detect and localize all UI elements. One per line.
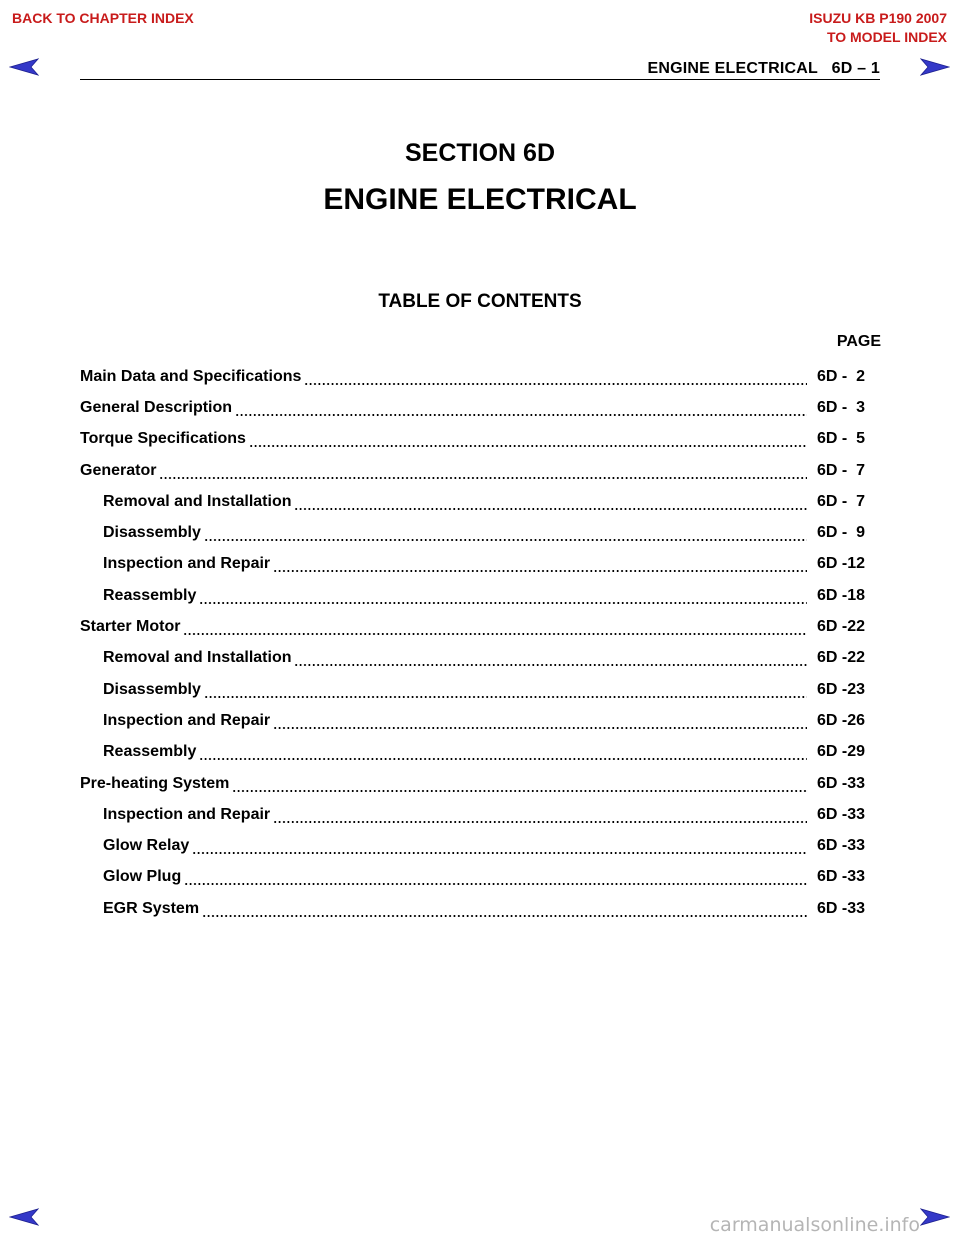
toc-entry-title: Glow Relay (103, 837, 190, 855)
toc-dot-leader (304, 370, 807, 386)
toc-entry[interactable] (80, 799, 881, 830)
toc-entry-title: Inspection and Repair (103, 711, 271, 729)
toc-entry-title: Reassembly (103, 743, 197, 761)
toc-dot-leader (202, 902, 807, 918)
toc-entry-page: 6D - 7 (817, 492, 866, 510)
to-model-index-link[interactable]: TO MODEL INDEX (826, 29, 947, 45)
toc-dot-leader (232, 777, 807, 793)
toc-entry[interactable] (80, 643, 881, 674)
toc-entry[interactable] (80, 517, 881, 548)
toc-entry-page: 6D -22 (817, 618, 866, 636)
toc-dot-leader (204, 683, 807, 699)
toc-entry-title: Removal and Installation (103, 492, 292, 510)
toc-entry[interactable] (80, 611, 881, 642)
toc-entry-page: 6D -33 (817, 899, 866, 917)
toc-entry-page: 6D -18 (817, 586, 866, 604)
toc-dot-leader (204, 526, 807, 542)
toc-entry-page: 6D -33 (817, 837, 866, 855)
toc-entry-title: Disassembly (103, 524, 201, 542)
toc-entry-page: 6D -12 (817, 555, 866, 573)
prev-page-arrow-icon-bottom[interactable] (9, 1208, 39, 1226)
toc-dot-leader (183, 620, 807, 636)
toc-entry-page: 6D -33 (817, 805, 866, 823)
toc-entry[interactable] (80, 392, 881, 423)
toc-entry-page: 6D -22 (817, 649, 866, 667)
toc-entry[interactable] (80, 549, 881, 580)
prev-page-arrow-icon[interactable] (9, 58, 39, 76)
toc-dot-leader (192, 839, 807, 855)
toc-entry-title: Removal and Installation (103, 649, 292, 667)
toc-entry-title: Torque Specifications (80, 430, 246, 448)
next-page-arrow-icon[interactable] (920, 58, 950, 76)
toc-entry-title: Inspection and Repair (103, 805, 271, 823)
toc-entry-title: EGR System (103, 899, 200, 917)
toc-entry-page: 6D - 3 (817, 398, 866, 416)
toc-entry-page: 6D -33 (817, 868, 866, 886)
toc-dot-leader (273, 557, 807, 573)
toc-entry-page: 6D -33 (817, 774, 866, 792)
model-title-link[interactable]: ISUZU KB P190 2007 (809, 10, 947, 26)
toc-entry-title: Disassembly (103, 680, 201, 698)
toc-dot-leader (273, 714, 807, 730)
toc-dot-leader (235, 401, 807, 417)
toc-entry[interactable] (80, 862, 881, 893)
running-header: ENGINE ELECTRICAL 6D – 1 (647, 60, 880, 77)
toc-entry[interactable] (80, 737, 881, 768)
toc-entry-page: 6D - 7 (817, 461, 866, 479)
toc-entry-page: 6D - 9 (817, 524, 866, 542)
toc-dot-leader (249, 432, 807, 448)
page-column-label: PAGE (836, 333, 881, 350)
toc-entry-title: Reassembly (103, 586, 197, 604)
toc-entry[interactable] (80, 768, 881, 799)
toc-dot-leader (294, 495, 807, 511)
toc-entry[interactable] (80, 361, 881, 392)
toc-entry[interactable] (80, 830, 881, 861)
toc-dot-leader (273, 808, 807, 824)
toc-entry-title: Generator (80, 461, 157, 479)
watermark: carmanualsonline.info (709, 1214, 920, 1236)
toc-entry[interactable] (80, 486, 881, 517)
toc-entry-title: Glow Plug (103, 868, 182, 886)
table-of-contents (80, 361, 881, 924)
toc-heading: TABLE OF CONTENTS (378, 291, 582, 312)
toc-entry-page: 6D -26 (817, 711, 866, 729)
toc-entry-title: Starter Motor (80, 618, 181, 636)
toc-dot-leader (184, 870, 807, 886)
toc-entry[interactable] (80, 424, 881, 455)
toc-entry[interactable] (80, 674, 881, 705)
toc-entry[interactable] (80, 705, 881, 736)
toc-entry-title: General Description (80, 398, 233, 416)
toc-dot-leader (294, 651, 807, 667)
toc-dot-leader (199, 745, 807, 761)
section-title: SECTION 6D (404, 139, 556, 167)
toc-entry-title: Inspection and Repair (103, 555, 271, 573)
toc-entry-title: Main Data and Specifications (80, 367, 302, 385)
header-rule (80, 79, 880, 80)
back-to-chapter-index-link[interactable]: BACK TO CHAPTER INDEX (12, 10, 194, 26)
toc-dot-leader (199, 589, 807, 605)
toc-entry[interactable] (80, 580, 881, 611)
toc-dot-leader (159, 464, 807, 480)
toc-entry-page: 6D -23 (817, 680, 866, 698)
toc-entry-page: 6D - 2 (817, 367, 866, 385)
chapter-title: ENGINE ELECTRICAL (323, 183, 637, 216)
next-page-arrow-icon-bottom[interactable] (920, 1208, 950, 1226)
toc-entry[interactable] (80, 893, 881, 924)
toc-entry-page: 6D - 5 (817, 430, 866, 448)
toc-entry-title: Pre-heating System (80, 774, 230, 792)
toc-entry[interactable] (80, 455, 881, 486)
toc-entry-page: 6D -29 (817, 743, 866, 761)
